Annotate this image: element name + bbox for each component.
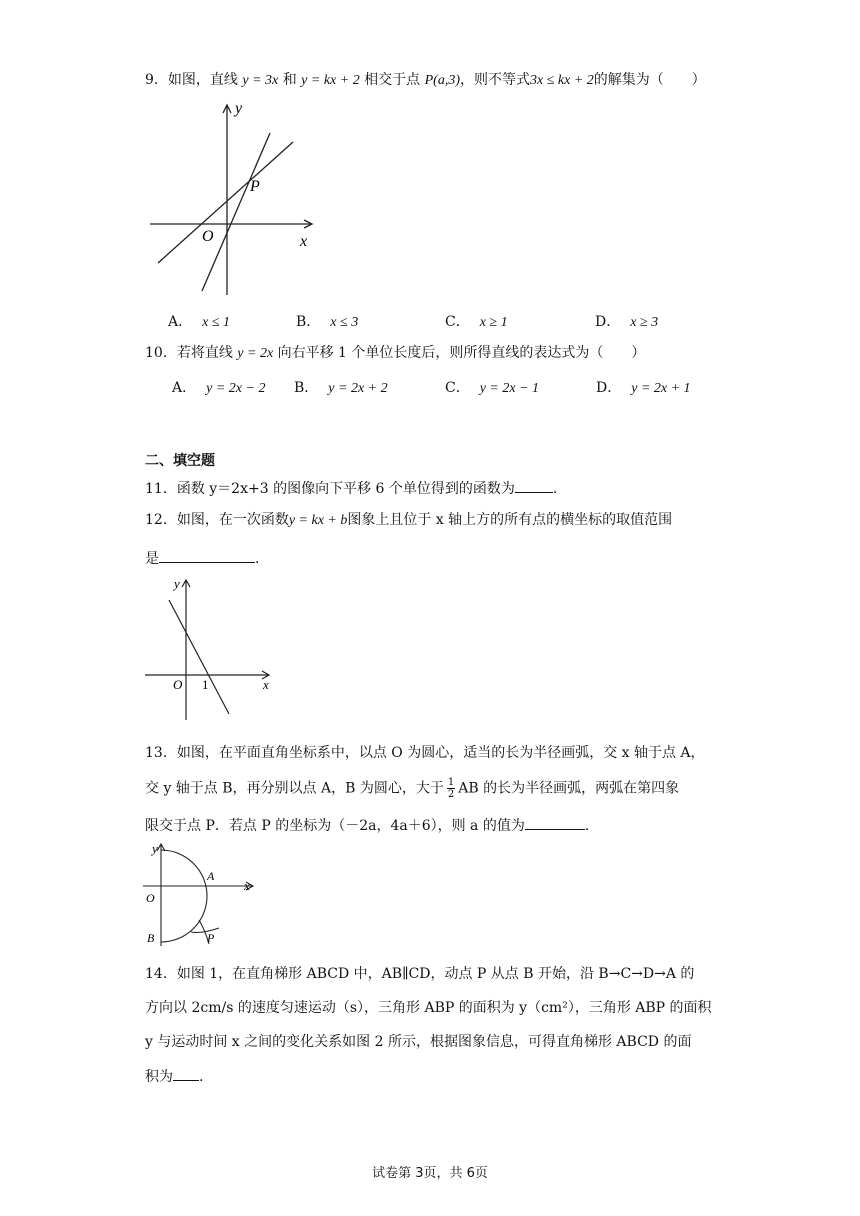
line-3x [202,133,270,291]
q13-text: 限交于点 P．若点 P 的坐标为（－2a，4a＋6），则 a 的值为 [145,818,525,834]
q13-stem-line1 [145,743,705,763]
q9-option-d[interactable] [595,311,658,331]
q14-stem-line3 [145,1032,691,1052]
option-label: C． [445,314,470,330]
page-footer: 试卷第 3页，共 6页 [372,1166,488,1181]
q13-stem-line2 [145,777,679,800]
q9-number: 9． [145,72,168,88]
q14-end: . [199,1069,204,1085]
option-label: D． [596,380,622,396]
x-axis-label: x [300,233,308,250]
option-label: C． [445,380,470,396]
q9-option-b[interactable] [296,311,358,331]
q9-text: 相交于点 [364,72,421,88]
option-expr: x ≥ 1 [479,315,508,330]
q9-text: ，则不等式 [460,72,530,88]
q12-answer-blank[interactable] [159,548,255,563]
q14-stem-line1 [145,964,694,984]
section-title: 二、填空题 [145,453,215,469]
option-label: A． [168,314,193,330]
arc-from-b [191,928,219,933]
q14-text: 积为 [145,1069,173,1085]
fraction-one-half [447,777,455,800]
q12-eq: y = kx + b [288,513,348,528]
fraction-denominator: 2 [447,789,455,800]
option-expr: x ≥ 3 [630,315,659,330]
q10-stem [145,343,645,364]
q14-text: 方向以 2cm/s 的速度匀速运动（s），三角形 ABP 的面积为 y（cm²），三角形 ABP 的面积 [145,1000,712,1016]
q9-eq1: y = 3x [242,73,279,88]
option-label: B． [294,380,319,396]
q12-end: . [255,551,260,567]
line-kx-plus-b [169,600,229,714]
q9-point: P(a,3) [424,73,460,88]
option-expr: y = 2x + 1 [631,381,691,396]
q13-answer-blank[interactable] [525,815,585,830]
q12-text: 图象上且位于 x 轴上方的所有点的横坐标的取值范围 [347,512,673,528]
q13-text: 13．如图，在平面直角坐标系中，以点 O 为圆心，适当的长为半径画弧，交 x 轴于点 A， [145,745,705,761]
point-a-label: A [207,869,215,883]
option-label: A． [172,380,197,396]
q9-option-a[interactable] [168,311,230,331]
q14-stem-line4 [145,1066,203,1087]
arc-from-origin [161,850,207,942]
q11-answer-blank[interactable] [515,478,553,493]
origin-label: O [146,891,155,905]
q10-option-d[interactable] [596,377,691,397]
q12-text: 12．如图，在一次函数 [145,512,289,528]
y-axis-label: y [174,576,180,591]
line-kx-plus-2 [158,142,293,263]
q14-answer-blank[interactable] [173,1066,199,1081]
q13-text: 交 y 轴于点 B，再分别以点 A，B 为圆心，大于 [145,780,444,797]
option-expr: x ≤ 3 [330,315,359,330]
q12-figure [145,576,285,721]
q9-text: 的解集为（ ） [593,72,706,88]
tick-label: 1 [202,677,209,692]
q9-figure [140,95,340,295]
point-p-label: P [250,178,260,195]
q11-text: 11．函数 y＝2x+3 的图像向下平移 6 个单位得到的函数为 [145,481,515,497]
q13-figure [143,840,263,950]
option-expr: y = 2x + 2 [328,381,388,396]
q11-stem [145,478,557,499]
option-expr: y = 2x − 1 [479,381,540,396]
q12-stem-line2 [145,548,259,569]
q9-text: 如图，直线 [167,72,238,88]
q12-stem-line1 [145,510,672,531]
origin-label: O [173,677,183,692]
x-axis-label: x [244,878,250,893]
q14-text: y 与运动时间 x 之间的变化关系如图 2 所示，根据图象信息，可得直角梯形 ABCD 的面 [145,1034,692,1050]
q10-text: 若将直线 [176,345,233,361]
q13-stem-line3 [145,815,589,836]
q13-text: AB 的长为半径画弧，两弧在第四象 [458,780,680,797]
q9-eq2: y = kx + 2 [301,73,360,88]
option-label: D． [595,314,621,330]
fraction-numerator: 1 [447,777,455,788]
option-expr: x ≤ 1 [202,315,231,330]
y-axis-label: y [235,100,243,117]
origin-label: O [202,228,214,245]
q10-option-c[interactable] [445,377,539,397]
x-axis-label: x [263,677,269,692]
y-axis-label: y [152,841,158,856]
q14-stem-line2 [145,998,712,1018]
q10-text: 向右平移 1 个单位长度后，则所得直线的表达式为（ ） [277,345,646,361]
option-expr: y = 2x − 2 [206,381,266,396]
q10-option-b[interactable] [294,377,388,397]
q14-text: 14．如图 1，在直角梯形 ABCD 中，AB∥CD，动点 P 从点 B 开始，沿 B→C→D→A 的 [145,966,695,982]
q9-stem [145,70,706,91]
q10-number: 10． [145,345,177,361]
option-label: B． [296,314,321,330]
q9-text: 和 [282,72,297,88]
q10-option-a[interactable] [172,377,265,397]
point-p-label: P [207,931,215,945]
q12-text: 是 [145,551,159,567]
q9-inequality: 3x ≤ kx + 2 [530,73,594,88]
q11-end: . [552,481,558,497]
q9-option-c[interactable] [445,311,508,331]
point-b-label: B [147,931,155,945]
q10-eq: y = 2x [237,346,274,361]
q13-end: . [584,818,590,834]
